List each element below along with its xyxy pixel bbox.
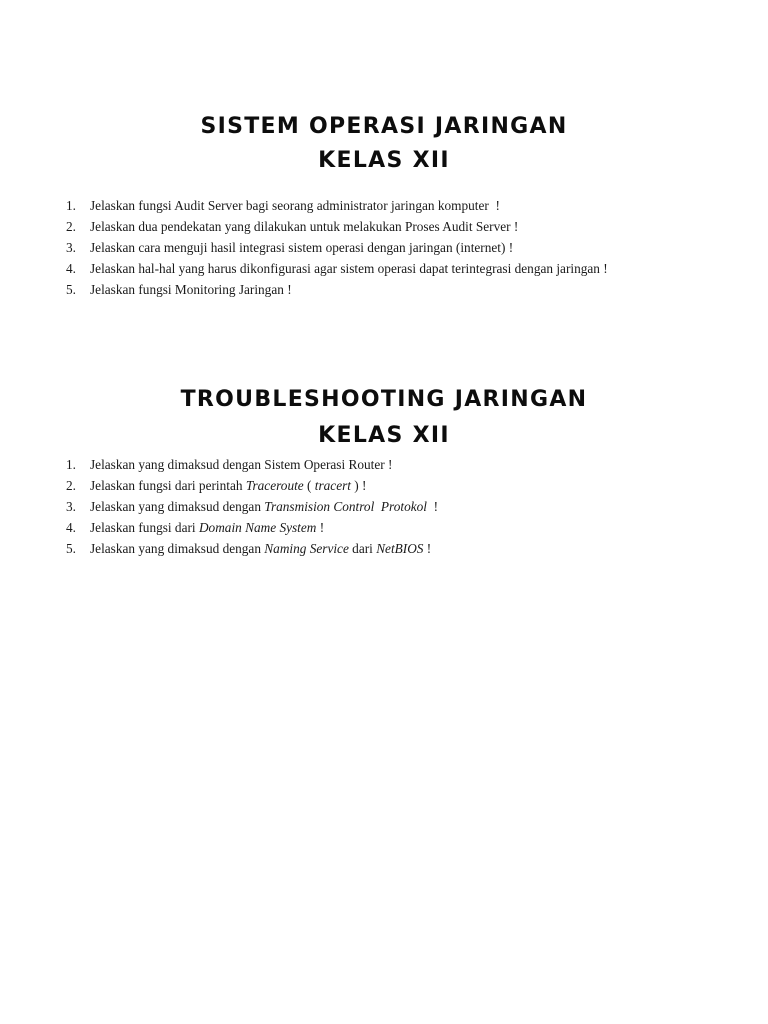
question-text-segment: Jelaskan fungsi Audit Server bagi seorang administrator jaringan komputer ! bbox=[90, 198, 500, 213]
question-term-italic: tracert bbox=[314, 478, 351, 493]
question-number: 2. bbox=[66, 219, 76, 234]
question-item bbox=[66, 496, 438, 517]
question-number: 1. bbox=[66, 457, 76, 472]
question-item bbox=[66, 454, 438, 475]
section1-title: SISTEM OPERASI JARINGAN bbox=[200, 114, 568, 139]
question-item bbox=[66, 517, 438, 538]
question-text bbox=[90, 219, 518, 234]
question-text-segment: ! bbox=[423, 541, 432, 556]
question-term-italic: Transmision Control Protokol bbox=[264, 499, 427, 514]
question-text-segment: ) ! bbox=[350, 478, 367, 493]
question-item bbox=[66, 195, 608, 216]
question-text-segment: Jelaskan dua pendekatan yang dilakukan untuk melakukan Proses Audit Server ! bbox=[90, 219, 519, 234]
question-number: 2. bbox=[66, 478, 76, 493]
question-text bbox=[90, 457, 392, 472]
question-text-segment: ( bbox=[303, 478, 315, 493]
question-text bbox=[90, 282, 292, 297]
section1-question-list bbox=[66, 195, 608, 300]
question-text bbox=[90, 478, 367, 493]
question-number: 5. bbox=[66, 282, 76, 297]
section1-subtitle: KELAS XII bbox=[318, 148, 450, 173]
question-number: 4. bbox=[66, 261, 76, 276]
question-text-segment: Jelaskan fungsi Monitoring Jaringan ! bbox=[90, 282, 292, 297]
question-text-segment: ! bbox=[316, 520, 325, 535]
question-item bbox=[66, 258, 608, 279]
question-term-italic: NetBIOS bbox=[376, 541, 424, 556]
question-number: 5. bbox=[66, 541, 76, 556]
question-text bbox=[90, 261, 608, 276]
section2-subtitle: KELAS XII bbox=[318, 423, 450, 448]
question-number: 1. bbox=[66, 198, 76, 213]
question-item bbox=[66, 279, 608, 300]
question-text bbox=[90, 520, 324, 535]
question-text bbox=[90, 240, 513, 255]
question-item bbox=[66, 475, 438, 496]
question-term-italic: Naming Service bbox=[264, 541, 349, 556]
question-text-segment: Jelaskan yang dimaksud dengan bbox=[90, 541, 265, 556]
question-text bbox=[90, 499, 438, 514]
question-text-segment: Jelaskan hal-hal yang harus dikonfigurasi agar sistem operasi dapat terintegrasi dengan jaringan ! bbox=[90, 261, 608, 276]
question-text-segment: Jelaskan fungsi dari bbox=[90, 520, 199, 535]
question-term-italic: Domain Name System bbox=[198, 520, 317, 535]
question-text-segment: Jelaskan cara menguji hasil integrasi sistem operasi dengan jaringan (internet) ! bbox=[90, 240, 514, 255]
section2-title: TROUBLESHOOTING JARINGAN bbox=[180, 387, 588, 412]
question-text-segment: Jelaskan yang dimaksud dengan bbox=[90, 499, 265, 514]
question-item bbox=[66, 538, 438, 559]
question-text-segment: Jelaskan fungsi dari perintah bbox=[90, 478, 246, 493]
question-number: 3. bbox=[66, 499, 76, 514]
question-number: 3. bbox=[66, 240, 76, 255]
question-text-segment: ! bbox=[426, 499, 439, 514]
question-item bbox=[66, 216, 608, 237]
question-text-segment: Jelaskan yang dimaksud dengan Sistem Operasi Router ! bbox=[90, 457, 393, 472]
question-number: 4. bbox=[66, 520, 76, 535]
question-term-italic: Traceroute bbox=[245, 478, 304, 493]
section2-question-list bbox=[66, 454, 438, 559]
question-item bbox=[66, 237, 608, 258]
question-text bbox=[90, 541, 431, 556]
question-text-segment: dari bbox=[348, 541, 377, 556]
question-text bbox=[90, 198, 500, 213]
